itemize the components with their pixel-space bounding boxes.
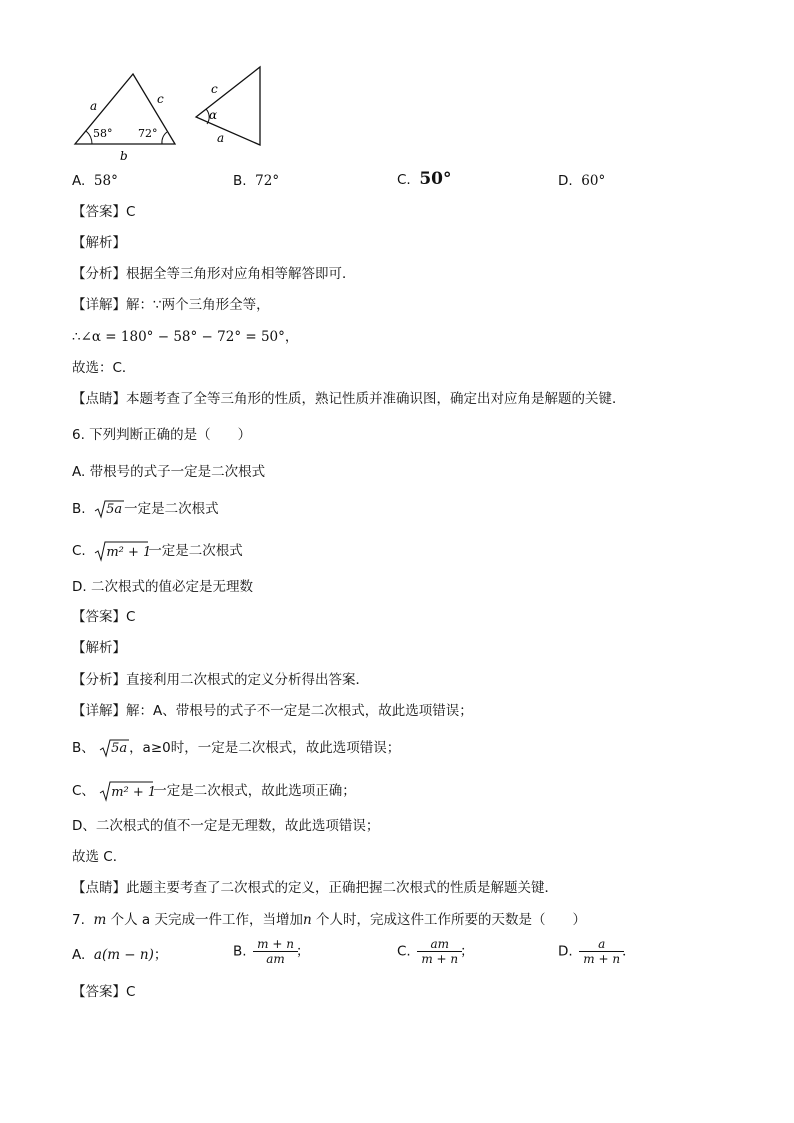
sqrt-m2-plus-1-line-c [99,780,157,802]
answer-tag: 【答案】 [72,609,126,625]
fenxi-tag: 【分析】 [72,672,126,688]
option-letter: C. [397,172,411,188]
option-letter: A. [72,947,86,963]
q6-stem: 6. 下列判断正确的是（ ） [72,427,252,443]
q7-option-b [233,937,309,966]
fraction-b [255,937,296,966]
denominator: m + n [421,952,459,966]
option-letter: B. [72,501,86,517]
line-text: 一定是二次根式，故此选项正确； [153,783,356,799]
radicand: 5a [111,741,128,756]
line-prefix: C、 [72,783,95,799]
answer-value: C [126,984,136,1000]
fraction-c [419,937,460,966]
dianjing-tag: 【点睛】 [72,391,126,407]
q6-fenxi [72,671,369,689]
option-text: 一定是二次根式 [124,501,219,517]
answer-value: C [126,609,136,625]
q6-option-c [72,540,243,562]
q6-xiangjie [72,702,473,720]
numerator: am [430,937,449,951]
q5-dianjing [72,390,626,408]
dianjing-text: 此题主要考查了二次根式的定义，正确把握二次根式的性质是解题关键． [126,880,558,896]
left-angle-72: 72° [138,127,158,140]
denominator: m + n [583,952,621,966]
right-angle-alpha: α [209,108,218,122]
option-letter: A. [72,173,86,189]
sqrt-m2-plus-1-option-c [94,540,152,562]
radicand: 5a [106,502,123,517]
option-punct: ； [295,943,310,960]
answer-tag: 【答案】 [72,984,126,1000]
q6-option-d: D. 二次根式的值必定是无理数 [72,579,253,595]
q5-xiangjie [72,296,270,314]
option-letter: B. [233,173,247,189]
sqrt-5a-line-b [99,738,129,758]
right-triangle [196,67,260,145]
right-side-a: a [217,131,225,145]
xiangjie-tag: 【详解】 [72,297,126,313]
option-value: 72° [255,173,280,189]
q7-answer [72,983,135,1001]
line-prefix: B、 [72,740,95,756]
option-value: 58° [93,173,118,189]
left-angle-58: 58° [93,127,113,140]
xiangjie-tag: 【详解】 [72,703,126,719]
numerator: a [598,937,606,951]
q6-line-d: D、二次根式的值不一定是无理数，故此选项错误； [72,818,380,834]
option-letter: C. [72,543,86,559]
left-side-a: a [90,99,98,113]
q6-guxuan: 故选 C． [72,849,127,865]
xiangjie-text: 解：A、带根号的式子不一定是二次根式，故此选项错误； [126,703,473,719]
question-number: 7. [72,912,85,928]
right-side-c: c [211,82,218,96]
left-triangle [75,74,175,163]
fraction-d [581,937,622,966]
triangle-figure [60,60,360,170]
option-expression: a(m − n) [93,947,154,963]
option-value: 60° [581,173,606,189]
q5-answer [72,203,135,221]
q5-option-b [233,172,279,190]
stem-text: 个人 a 天完成一件工作，当增加 [106,912,303,928]
q5-option-c [397,170,451,189]
q6-jiexi-heading: 【解析】 [72,640,126,656]
answer-value: C [126,204,136,220]
q6-dianjing [72,879,558,897]
q5-fenxi [72,265,356,283]
option-punct: ； [153,947,168,963]
q7-stem [72,911,586,929]
q6-answer [72,608,135,626]
fenxi-text: 直接利用二次根式的定义分析得出答案． [126,672,369,688]
q7-option-d [558,937,636,966]
q7-option-c [397,937,474,966]
option-letter: C. [397,943,411,960]
q6-option-a: A. 带根号的式子一定是二次根式 [72,464,266,480]
option-letter: D. [558,943,573,960]
stem-text: 个人时，完成这件工作所要的天数是（ ） [311,912,586,928]
option-value: 50° [419,169,452,189]
q5-option-a [72,172,118,190]
fenxi-tag: 【分析】 [72,266,126,282]
option-text: 一定是二次根式 [148,543,243,559]
q7-option-a [72,946,167,964]
radicand: m² + 1 [111,785,157,800]
q5-calculation: ∴∠α = 180° − 58° − 72° = 50°， [72,329,299,345]
radicand: m² + 1 [106,545,152,560]
q6-line-c [72,780,356,802]
option-punct: ； [460,943,474,960]
line-text: ，a≥0时，一定是二次根式，故此选项错误； [129,740,401,756]
q6-option-b [72,499,219,519]
var-n: n [302,912,312,928]
sqrt-5a-option-b [94,499,124,519]
left-side-b: b [120,149,128,163]
q6-line-b [72,738,400,758]
option-punct: ． [622,943,636,960]
var-m: m [93,912,107,928]
numerator: m + n [257,937,294,951]
q5-option-d [558,172,605,190]
option-letter: D. [558,173,573,189]
left-side-c: c [157,92,164,106]
answer-tag: 【答案】 [72,204,126,220]
xiangjie-text: 解：∵两个三角形全等， [126,297,270,313]
denominator: am [266,952,285,966]
dianjing-tag: 【点睛】 [72,880,126,896]
fenxi-text: 根据全等三角形对应角相等解答即可． [126,266,356,282]
option-letter: B. [233,943,247,960]
q5-jiexi-heading: 【解析】 [72,235,126,251]
dianjing-text: 本题考查了全等三角形的性质，熟记性质并准确识图，确定出对应角是解题的关键． [126,391,626,407]
q5-guxuan: 故选：C． [72,360,136,376]
